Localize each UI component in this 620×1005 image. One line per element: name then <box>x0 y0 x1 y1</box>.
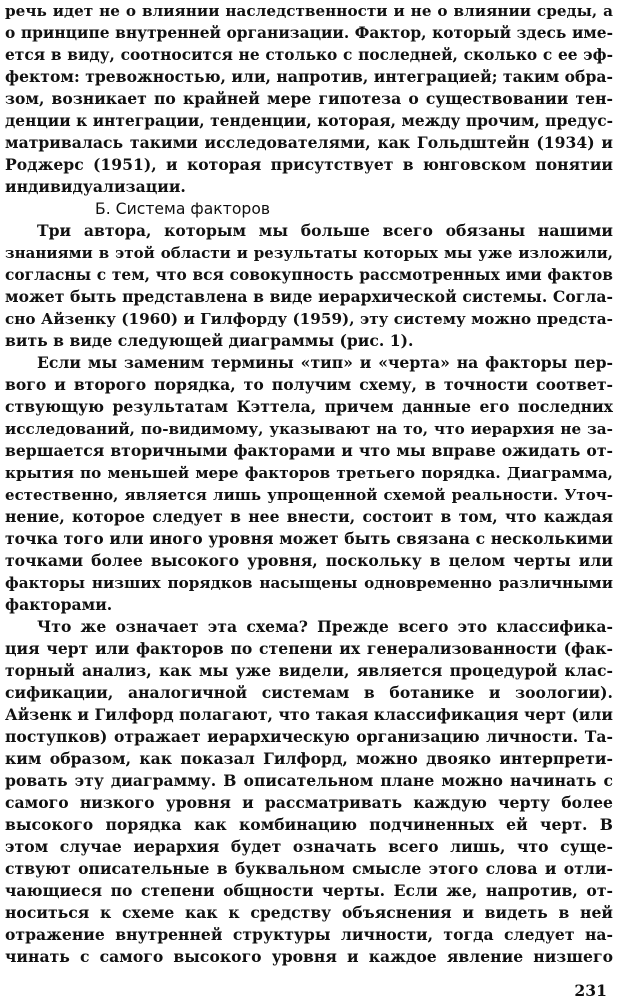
text-line: самого низкого уровня и рассматривать каждую черту более <box>5 793 613 812</box>
text-line: точка того или иного уровня может быть связана с несколькими <box>5 529 613 548</box>
text-line: ция черт или факторов по степени их генерализованности (фак- <box>5 639 613 658</box>
document-page <box>5 0 613 1005</box>
text-line: ствуют описательные в буквальном смысле этого слова и отли- <box>5 859 613 878</box>
text-line: торный анализ, как мы уже видели, является процедурой клас- <box>5 661 613 680</box>
text-line: Айзенк и Гилфорд полагают, что такая классификация черт (или <box>5 705 613 724</box>
text-line: нение, которое следует в нее внести, состоит в том, что каждая <box>5 507 613 526</box>
text-line: чающиеся по степени общности черты. Если же, напротив, от- <box>5 881 613 900</box>
text-line: чинать с самого высокого уровня и каждое явление низшего <box>5 947 613 966</box>
text-line: факторы низших порядков насыщены одновременно различными <box>5 574 613 592</box>
text-line: ствующую результатам Кэттела, причем данные его последних <box>5 397 613 416</box>
text-line: фектом: тревожностью, или, напротив, интеграцией; таким обра- <box>5 67 614 86</box>
text-line: исследований, по-видимому, указывают на то, что иерархия не за- <box>5 420 613 438</box>
text-line: естественно, является лишь упрощенной схемой реальности. Уточ- <box>5 486 613 504</box>
text-line: знаниями в этой области и результаты которых мы уже изложили, <box>5 244 613 262</box>
text-line: крытия по меньшей мере факторов третьего порядка. Диаграмма, <box>5 464 613 482</box>
text-line: речь идет не о влиянии наследственности и не о влиянии среды, а <box>5 2 613 20</box>
text-line: зом, возникает по крайней мере гипотеза о существовании тен- <box>5 89 613 108</box>
text-line: носиться к схеме как к средству объяснения и видеть в ней <box>5 903 613 922</box>
text-line: Что же означает эта схема? Прежде всего это классифика- <box>37 617 613 636</box>
text-line: Если мы заменим термины «тип» и «черта» на факторы пер- <box>37 353 613 372</box>
page-number: 231 <box>574 981 607 1000</box>
text-line: вершается вторичными факторами и что мы вправе ожидать от- <box>5 441 613 460</box>
text-line: вить в виде следующей диаграммы (рис. 1). <box>5 331 414 350</box>
text-line: о принципе внутренней организации. Фактор, который здесь име- <box>5 24 613 42</box>
text-line: ется в виду, соотносится не столько с последней, сколько с ее эф- <box>5 46 613 64</box>
section-heading: Б. Система факторов <box>95 200 271 218</box>
text-line: вого и второго порядка, то получим схему, в точности соответ- <box>5 375 613 394</box>
text-line: Роджерс (1951), и которая присутствует в юнговском понятии <box>5 155 613 174</box>
text-line: ровать эту диаграмму. В описательном плане можно начинать с <box>5 771 613 790</box>
text-line: матривалась такими исследователями, как Гольдштейн (1934) и <box>5 133 613 152</box>
text-line: факторами. <box>5 595 113 614</box>
text-line: сно Айзенку (1960) и Гилфорду (1959), эту систему можно предста- <box>5 310 613 328</box>
text-line: высокого порядка как комбинацию подчиненных ей черт. В <box>5 815 613 834</box>
text-line: сификации, аналогичной системам в ботанике и зоологии). <box>5 683 613 702</box>
text-line: ким образом, как показал Гилфорд, можно двояко интерпрети- <box>5 749 613 768</box>
text-line: индивидуализации. <box>5 177 186 196</box>
text-line: точками более высокого уровня, поскольку в целом черты или <box>5 551 613 570</box>
text-line: может быть представлена в виде иерархической системы. Согла- <box>5 287 613 306</box>
text-line: согласны с тем, что вся совокупность рассмотренных ими фактов <box>5 266 613 284</box>
text-line: поступков) отражает иерархическую организацию личности. Та- <box>5 727 613 746</box>
text-line: отражение внутренней структуры личности, тогда следует на- <box>5 925 613 944</box>
text-line: Три автора, которым мы больше всего обязаны нашими <box>37 221 613 240</box>
text-line: денции к интеграции, тенденции, которая, между прочим, предус- <box>5 112 613 130</box>
text-line: этом случае иерархия будет означать всего лишь, что суще- <box>5 837 613 856</box>
